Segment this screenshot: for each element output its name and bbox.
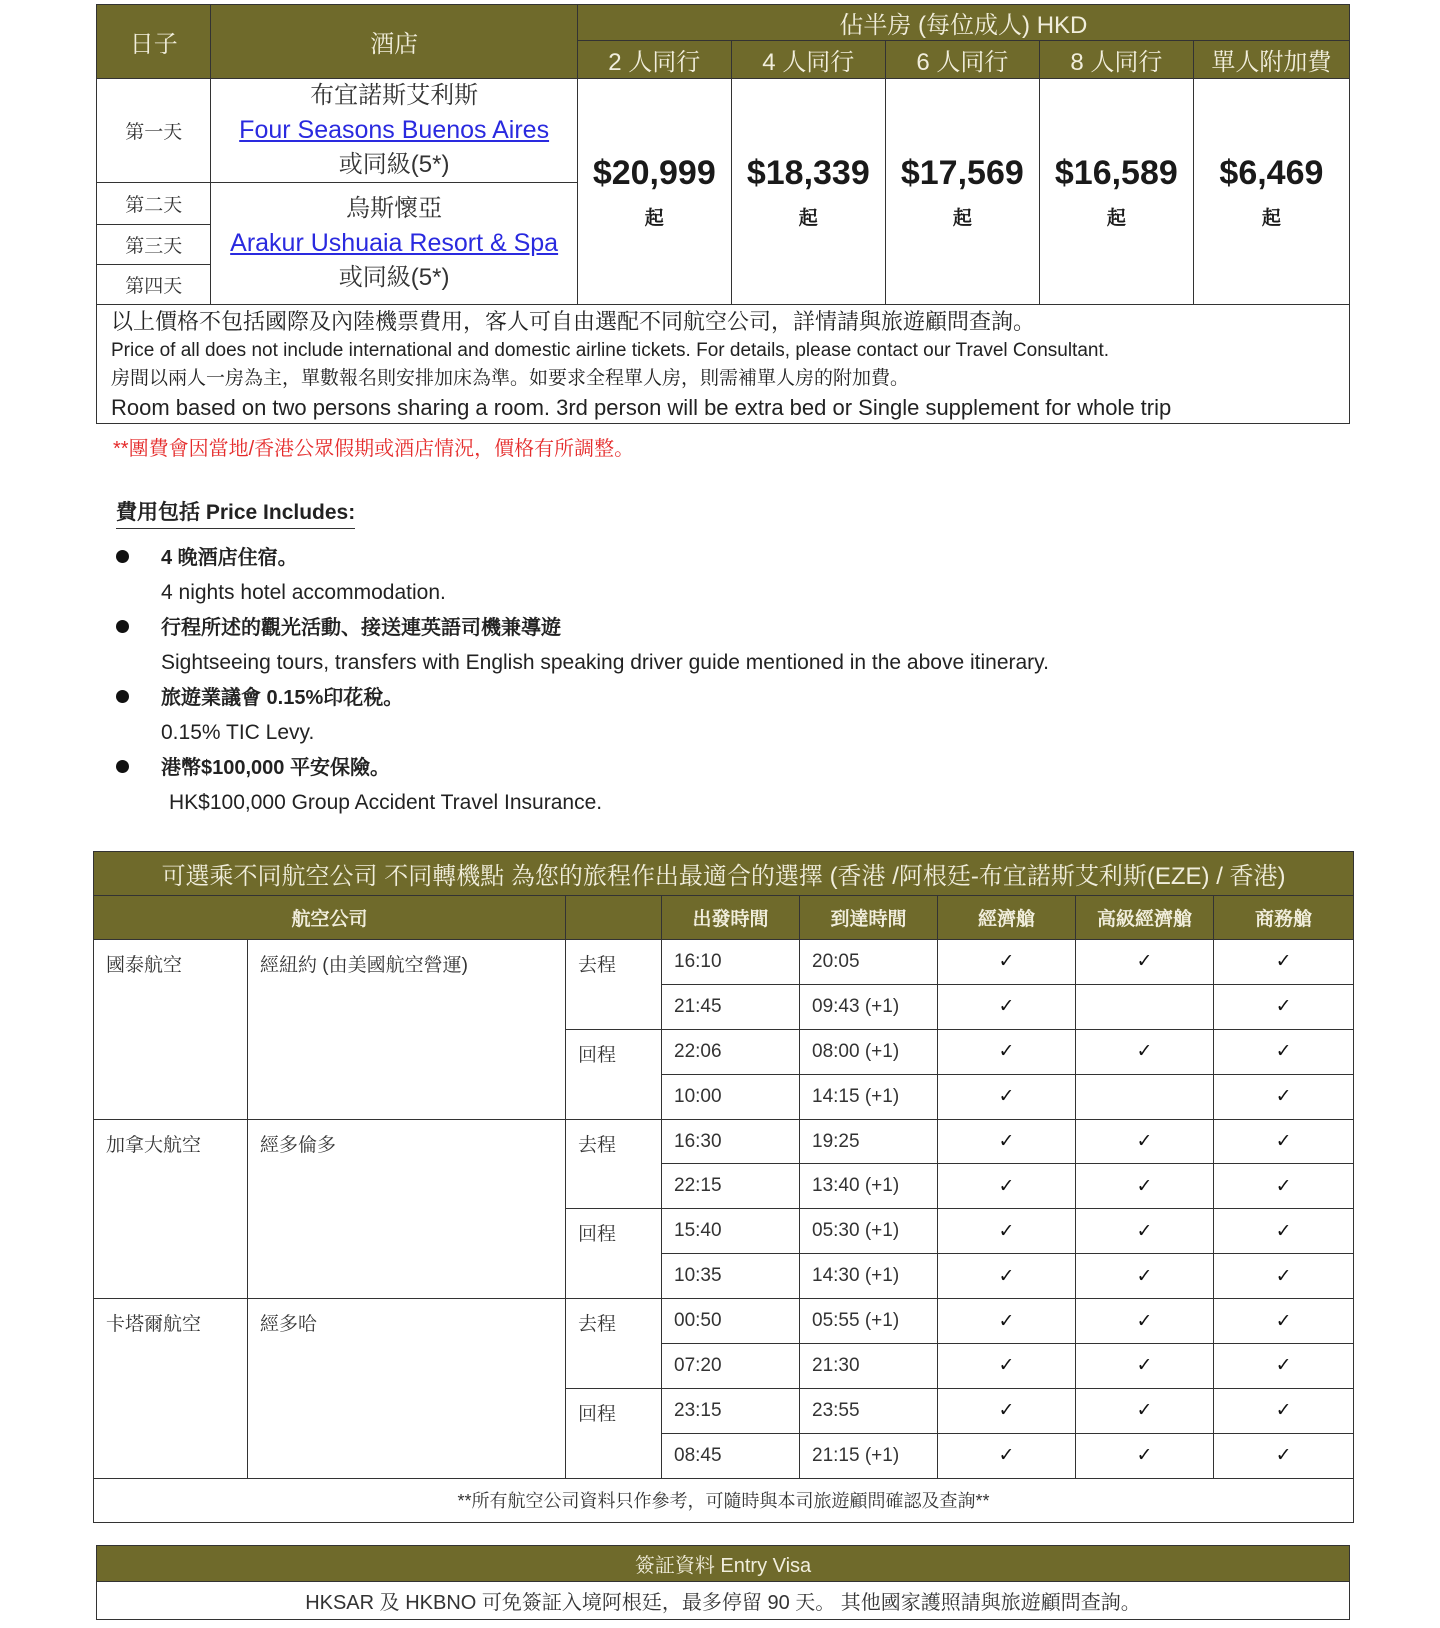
check-icon: ✓ (1275, 1355, 1292, 1377)
check-icon: ✓ (998, 1445, 1015, 1467)
price-8pax (1039, 79, 1193, 305)
arrive-time: 09:43 (+1) (800, 984, 938, 1029)
business-availability (1214, 1344, 1354, 1389)
price-value: $20,999 (592, 153, 716, 192)
check-icon: ✓ (998, 1355, 1015, 1377)
header-col-4pax: 4 人同行 (731, 41, 885, 79)
business-availability (1214, 1029, 1354, 1074)
include-item (116, 751, 1216, 821)
day-1: 第一天 (97, 79, 211, 183)
economy-availability (938, 1209, 1076, 1254)
flight-row (94, 1119, 1354, 1164)
price-4pax (731, 79, 885, 305)
check-icon: ✓ (1136, 1041, 1153, 1063)
premium-availability (1076, 1074, 1214, 1119)
airline-via: 經多哈 (248, 1299, 566, 1479)
hotel-1 (211, 79, 577, 183)
bullet-icon (116, 690, 129, 703)
economy-availability (938, 1344, 1076, 1389)
price-table-section (96, 4, 1350, 424)
airline-via: 經紐約 (由美國航空營運) (248, 940, 566, 1120)
check-icon: ✓ (998, 1131, 1015, 1152)
airline-via: 經多倫多 (248, 1119, 566, 1299)
premium-availability (1076, 1344, 1214, 1389)
price-includes-section (116, 496, 1216, 821)
check-icon: ✓ (998, 1310, 1015, 1332)
check-icon: ✓ (1136, 1175, 1153, 1197)
depart-time: 08:45 (662, 1433, 800, 1478)
premium-availability (1076, 1433, 1214, 1478)
business-availability (1214, 1074, 1354, 1119)
check-icon: ✓ (998, 1265, 1015, 1287)
header-airline: 航空公司 (94, 896, 566, 940)
check-icon: ✓ (1136, 1445, 1153, 1467)
check-icon: ✓ (998, 1220, 1015, 1242)
leg-label: 回程 (566, 1209, 662, 1299)
visa-text: HKSAR 及 HKBNO 可免簽証入境阿根廷，最多停留 90 天。 其他國家護照請與旅遊顧問查詢。 (97, 1582, 1350, 1620)
price-adjustment-note: **團費會因當地/香港公眾假期或酒店情況，價格有所調整。 (113, 438, 635, 460)
hotel-2-city: 烏斯懷亞 (346, 195, 443, 222)
check-icon: ✓ (1136, 1131, 1153, 1152)
price-suffix: 起 (1106, 207, 1126, 229)
economy-availability (938, 1074, 1076, 1119)
price-value: $17,569 (900, 153, 1024, 192)
leg-label: 去程 (566, 1119, 662, 1209)
premium-availability (1076, 1209, 1214, 1254)
check-icon: ✓ (1136, 1355, 1153, 1377)
price-suffix: 起 (952, 207, 972, 229)
business-availability (1214, 1119, 1354, 1164)
price-single-supplement (1193, 79, 1349, 305)
hotel-1-link[interactable]: Four Seasons Buenos Aires (239, 116, 550, 144)
check-icon: ✓ (1275, 1131, 1292, 1152)
day-4: 第四天 (97, 265, 211, 305)
premium-availability (1076, 1388, 1214, 1433)
header-arrive: 到達時間 (800, 896, 938, 940)
airline-name: 國泰航空 (94, 940, 248, 1120)
include-item (116, 681, 1216, 751)
header-price-group: 佔半房 (每位成人) HKD (577, 5, 1349, 41)
arrive-time: 08:00 (+1) (800, 1029, 938, 1074)
price-suffix: 起 (798, 207, 818, 229)
price-value: $6,469 (1219, 153, 1324, 192)
depart-time: 15:40 (662, 1209, 800, 1254)
business-availability (1214, 984, 1354, 1029)
airline-name: 加拿大航空 (94, 1119, 248, 1299)
premium-availability (1076, 1164, 1214, 1209)
include-en: HK$100,000 Group Accident Travel Insurance. (169, 791, 603, 814)
header-premium-economy: 高級經濟艙 (1076, 896, 1214, 940)
note-zh-1: 以上價格不包括國際及內陸機票費用，客人可自由選配不同航空公司，詳情請與旅遊顧問查詢。 (111, 309, 1036, 334)
check-icon: ✓ (1275, 1220, 1292, 1242)
arrive-time: 13:40 (+1) (800, 1164, 938, 1209)
arrive-time: 20:05 (800, 940, 938, 985)
economy-availability (938, 1164, 1076, 1209)
check-icon: ✓ (998, 1400, 1015, 1422)
include-zh: 港幣$100,000 平安保險。 (161, 757, 390, 779)
depart-time: 23:15 (662, 1388, 800, 1433)
visa-section (96, 1545, 1350, 1620)
economy-availability (938, 1254, 1076, 1299)
check-icon: ✓ (1275, 1041, 1292, 1063)
depart-time: 10:35 (662, 1254, 800, 1299)
premium-availability (1076, 1299, 1214, 1344)
include-item (116, 611, 1216, 681)
premium-availability (1076, 1029, 1214, 1074)
header-day: 日子 (97, 5, 211, 79)
check-icon: ✓ (1136, 1400, 1153, 1422)
header-depart: 出發時間 (662, 896, 800, 940)
price-value: $18,339 (746, 153, 870, 192)
premium-availability (1076, 1119, 1214, 1164)
economy-availability (938, 1299, 1076, 1344)
check-icon: ✓ (998, 951, 1015, 973)
check-icon: ✓ (1136, 1265, 1153, 1287)
arrive-time: 21:30 (800, 1344, 938, 1389)
leg-label: 回程 (566, 1388, 662, 1478)
day-2: 第二天 (97, 183, 211, 225)
leg-label: 回程 (566, 1029, 662, 1119)
arrive-time: 21:15 (+1) (800, 1433, 938, 1478)
include-en: 4 nights hotel accommodation. (161, 581, 446, 604)
hotel-2 (211, 183, 577, 305)
flight-row (94, 940, 1354, 985)
business-availability (1214, 1299, 1354, 1344)
includes-title: 費用包括 Price Includes: (116, 496, 355, 529)
arrive-time: 05:55 (+1) (800, 1299, 938, 1344)
note-zh-2: 房間以兩人一房為主，單數報名則安排加床為準。如要求全程單人房，則需補單人房的附加費。 (111, 368, 910, 389)
depart-time: 22:06 (662, 1029, 800, 1074)
day-3: 第三天 (97, 225, 211, 265)
price-2pax (577, 79, 731, 305)
arrive-time: 14:30 (+1) (800, 1254, 938, 1299)
check-icon: ✓ (1275, 1086, 1292, 1108)
economy-availability (938, 940, 1076, 985)
depart-time: 00:50 (662, 1299, 800, 1344)
hotel-2-grade: 或同級(5*) (338, 264, 450, 291)
business-availability (1214, 1164, 1354, 1209)
visa-title: 簽証資料 Entry Visa (97, 1546, 1350, 1582)
hotel-1-grade: 或同級(5*) (338, 151, 450, 178)
arrive-time: 23:55 (800, 1388, 938, 1433)
arrive-time: 14:15 (+1) (800, 1074, 938, 1119)
check-icon: ✓ (1275, 1310, 1292, 1332)
check-icon: ✓ (1136, 1310, 1153, 1332)
check-icon: ✓ (1275, 951, 1292, 973)
note-en-2: Room based on two persons sharing a room. 3rd person will be extra bed or Single supplement for whole trip (111, 395, 1172, 420)
arrive-time: 05:30 (+1) (800, 1209, 938, 1254)
header-col-8pax: 8 人同行 (1039, 41, 1193, 79)
include-zh: 行程所述的觀光活動、接送連英語司機兼導遊 (161, 617, 561, 639)
economy-availability (938, 1388, 1076, 1433)
business-availability (1214, 1388, 1354, 1433)
flight-table-footnote: **所有航空公司資料只作參考，可隨時與本司旅遊顧問確認及查詢** (94, 1478, 1354, 1522)
depart-time: 16:10 (662, 940, 800, 985)
check-icon: ✓ (1275, 996, 1292, 1018)
depart-time: 07:20 (662, 1344, 800, 1389)
flight-table (93, 851, 1354, 1523)
flight-options-section (93, 851, 1353, 1523)
check-icon: ✓ (998, 996, 1015, 1018)
include-en: 0.15% TIC Levy. (161, 721, 315, 744)
depart-time: 21:45 (662, 984, 800, 1029)
include-item (116, 541, 1216, 611)
check-icon: ✓ (1275, 1175, 1292, 1197)
price-value: $16,589 (1054, 153, 1178, 192)
business-availability (1214, 1209, 1354, 1254)
price-suffix: 起 (1261, 207, 1281, 229)
economy-availability (938, 1119, 1076, 1164)
header-col-2pax: 2 人同行 (577, 41, 731, 79)
flight-table-title: 可選乘不同航空公司 不同轉機點 為您的旅程作出最適合的選擇 (香港 /阿根廷-布宜諾斯艾利斯(EZE) / 香港) (94, 852, 1354, 896)
check-icon: ✓ (998, 1175, 1015, 1197)
flight-row (94, 1299, 1354, 1344)
bullet-icon (116, 620, 129, 633)
check-icon: ✓ (1136, 951, 1153, 973)
check-icon: ✓ (1275, 1265, 1292, 1287)
business-availability (1214, 1433, 1354, 1478)
depart-time: 16:30 (662, 1119, 800, 1164)
depart-time: 10:00 (662, 1074, 800, 1119)
include-zh: 4 晚酒店住宿。 (161, 547, 298, 569)
hotel-1-city: 布宜諾斯艾利斯 (310, 82, 479, 109)
premium-availability (1076, 1254, 1214, 1299)
header-col-single-supplement: 單人附加費 (1193, 41, 1349, 79)
leg-label: 去程 (566, 940, 662, 1030)
arrive-time: 19:25 (800, 1119, 938, 1164)
check-icon: ✓ (1275, 1445, 1292, 1467)
depart-time: 22:15 (662, 1164, 800, 1209)
visa-table (96, 1545, 1350, 1620)
check-icon: ✓ (998, 1086, 1015, 1108)
hotel-2-link[interactable]: Arakur Ushuaia Resort & Spa (230, 229, 559, 257)
price-notes (96, 305, 1350, 424)
header-leg (566, 896, 662, 940)
header-hotel: 酒店 (211, 5, 577, 79)
flight-table-body (94, 940, 1354, 1479)
premium-availability (1076, 984, 1214, 1029)
note-en-1: Price of all does not include international and domestic airline tickets. For details, please contact our Travel Consultant. (111, 340, 1110, 361)
price-suffix: 起 (644, 207, 664, 229)
economy-availability (938, 984, 1076, 1029)
check-icon: ✓ (1136, 1220, 1153, 1242)
header-business: 商務艙 (1214, 896, 1354, 940)
business-availability (1214, 1254, 1354, 1299)
bullet-icon (116, 760, 129, 773)
bullet-icon (116, 550, 129, 563)
price-6pax (885, 79, 1039, 305)
economy-availability (938, 1433, 1076, 1478)
business-availability (1214, 940, 1354, 985)
leg-label: 去程 (566, 1299, 662, 1389)
economy-availability (938, 1029, 1076, 1074)
check-icon: ✓ (998, 1041, 1015, 1063)
check-icon: ✓ (1275, 1400, 1292, 1422)
price-table (96, 4, 1350, 305)
airline-name: 卡塔爾航空 (94, 1299, 248, 1479)
include-en: Sightseeing tours, transfers with English speaking driver guide mentioned in the above itinerary. (161, 651, 1049, 674)
header-economy: 經濟艙 (938, 896, 1076, 940)
header-col-6pax: 6 人同行 (885, 41, 1039, 79)
premium-availability (1076, 940, 1214, 985)
include-zh: 旅遊業議會 0.15%印花稅。 (161, 687, 404, 709)
includes-list (116, 541, 1216, 821)
